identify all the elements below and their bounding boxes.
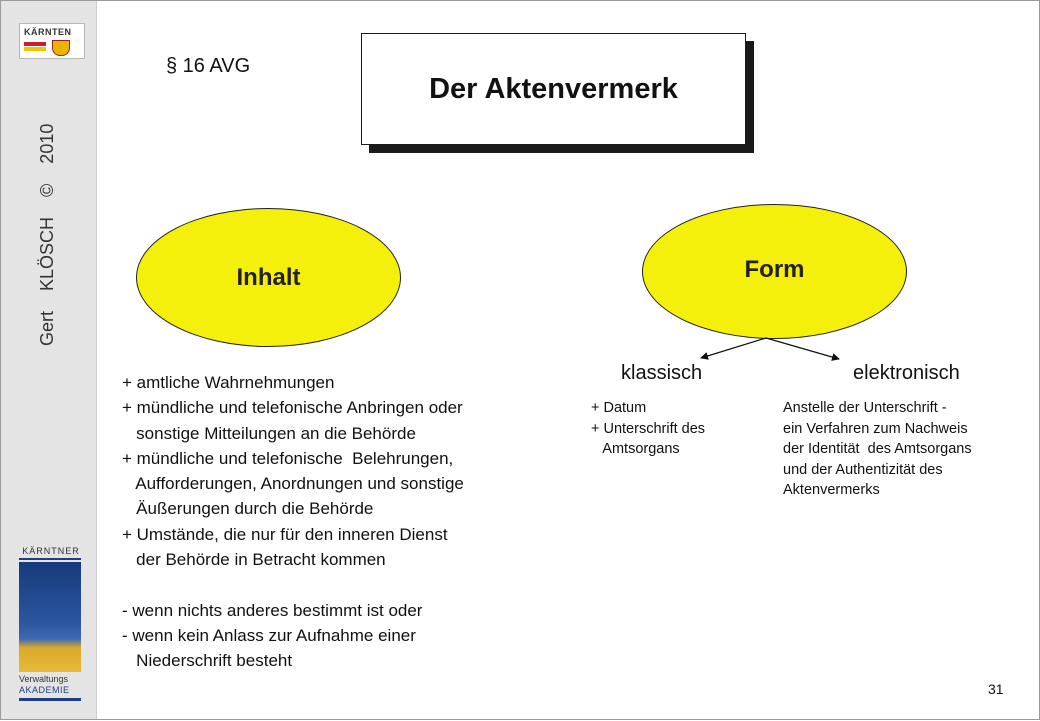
slide-title <box>361 33 746 145</box>
list-item: und der Authentizität des <box>783 461 943 478</box>
list-item: Aufforderungen, Anordnungen und sonstige <box>122 474 464 494</box>
logo-text: KÄRNTEN <box>24 27 72 37</box>
list-item: der Behörde in Betracht kommen <box>122 550 386 570</box>
inhalt-ellipse <box>136 208 401 347</box>
list-item: sonstige Mitteilungen an die Behörde <box>122 423 416 443</box>
law-reference: § 16 AVG <box>166 55 251 77</box>
list-item: - wenn kein Anlass zur Aufnahme einer <box>122 625 416 645</box>
crest-icon <box>52 40 70 56</box>
academy-name: AKADEMIE <box>19 685 70 695</box>
academy-subtitle: Verwaltungs <box>19 674 69 684</box>
list-item: + mündliche und telefonische Belehrungen, <box>122 448 454 468</box>
academy-underline <box>19 698 81 701</box>
author-last-name: KLÖSCH <box>37 216 57 291</box>
list-item <box>122 572 464 597</box>
list-item: ein Verfahren zum Nachweis <box>783 420 968 437</box>
author-copyright <box>37 104 58 346</box>
branch-klassisch: klassisch <box>621 362 703 384</box>
list-item: Aktenvermerks <box>783 482 880 498</box>
list-item: + amtliche Wahrnehmungen <box>122 373 335 392</box>
list-item: Amtsorgans <box>591 441 680 457</box>
arrow-klassisch <box>701 338 766 358</box>
academy-logo <box>17 546 85 706</box>
form-ellipse <box>642 204 907 339</box>
list-item: Äußerungen durch die Behörde <box>122 499 374 519</box>
list-item: + Umstände, die nur für den inneren Dienst <box>122 524 448 544</box>
form-label: Form <box>744 255 805 283</box>
author-first-name: Gert <box>37 310 57 346</box>
list-item: + Datum <box>591 400 647 416</box>
academy-title: KÄRNTNER <box>22 546 80 556</box>
branch-elektronisch: elektronisch <box>853 362 960 384</box>
arrow-elektronisch <box>766 338 839 359</box>
klassisch-list <box>591 398 705 460</box>
list-item: Anstelle der Unterschrift - <box>783 400 947 416</box>
copyright-year: 2010 <box>37 123 57 164</box>
kaernten-logo <box>19 23 85 59</box>
inhalt-label: Inhalt <box>236 263 301 291</box>
list-item: + mündliche und telefonische Anbringen oder <box>122 398 463 418</box>
list-item: + Unterschrift des <box>591 420 706 437</box>
list-item: Niederschrift besteht <box>122 651 293 671</box>
inhalt-list <box>122 370 464 674</box>
copyright-icon: © <box>37 183 57 197</box>
list-item: - wenn nichts anderes bestimmt ist oder <box>122 600 423 620</box>
logo-stripe-red <box>24 42 46 46</box>
academy-divider <box>19 558 81 560</box>
logo-stripe-yellow <box>24 47 46 51</box>
academy-landscape-icon <box>19 562 81 672</box>
list-item: der Identität des Amtsorgans <box>783 441 972 457</box>
page-number: 31 <box>988 681 1004 697</box>
sidebar <box>1 1 97 719</box>
slide-title-text: Der Aktenvermerk <box>429 72 678 105</box>
elektronisch-list <box>783 398 972 501</box>
